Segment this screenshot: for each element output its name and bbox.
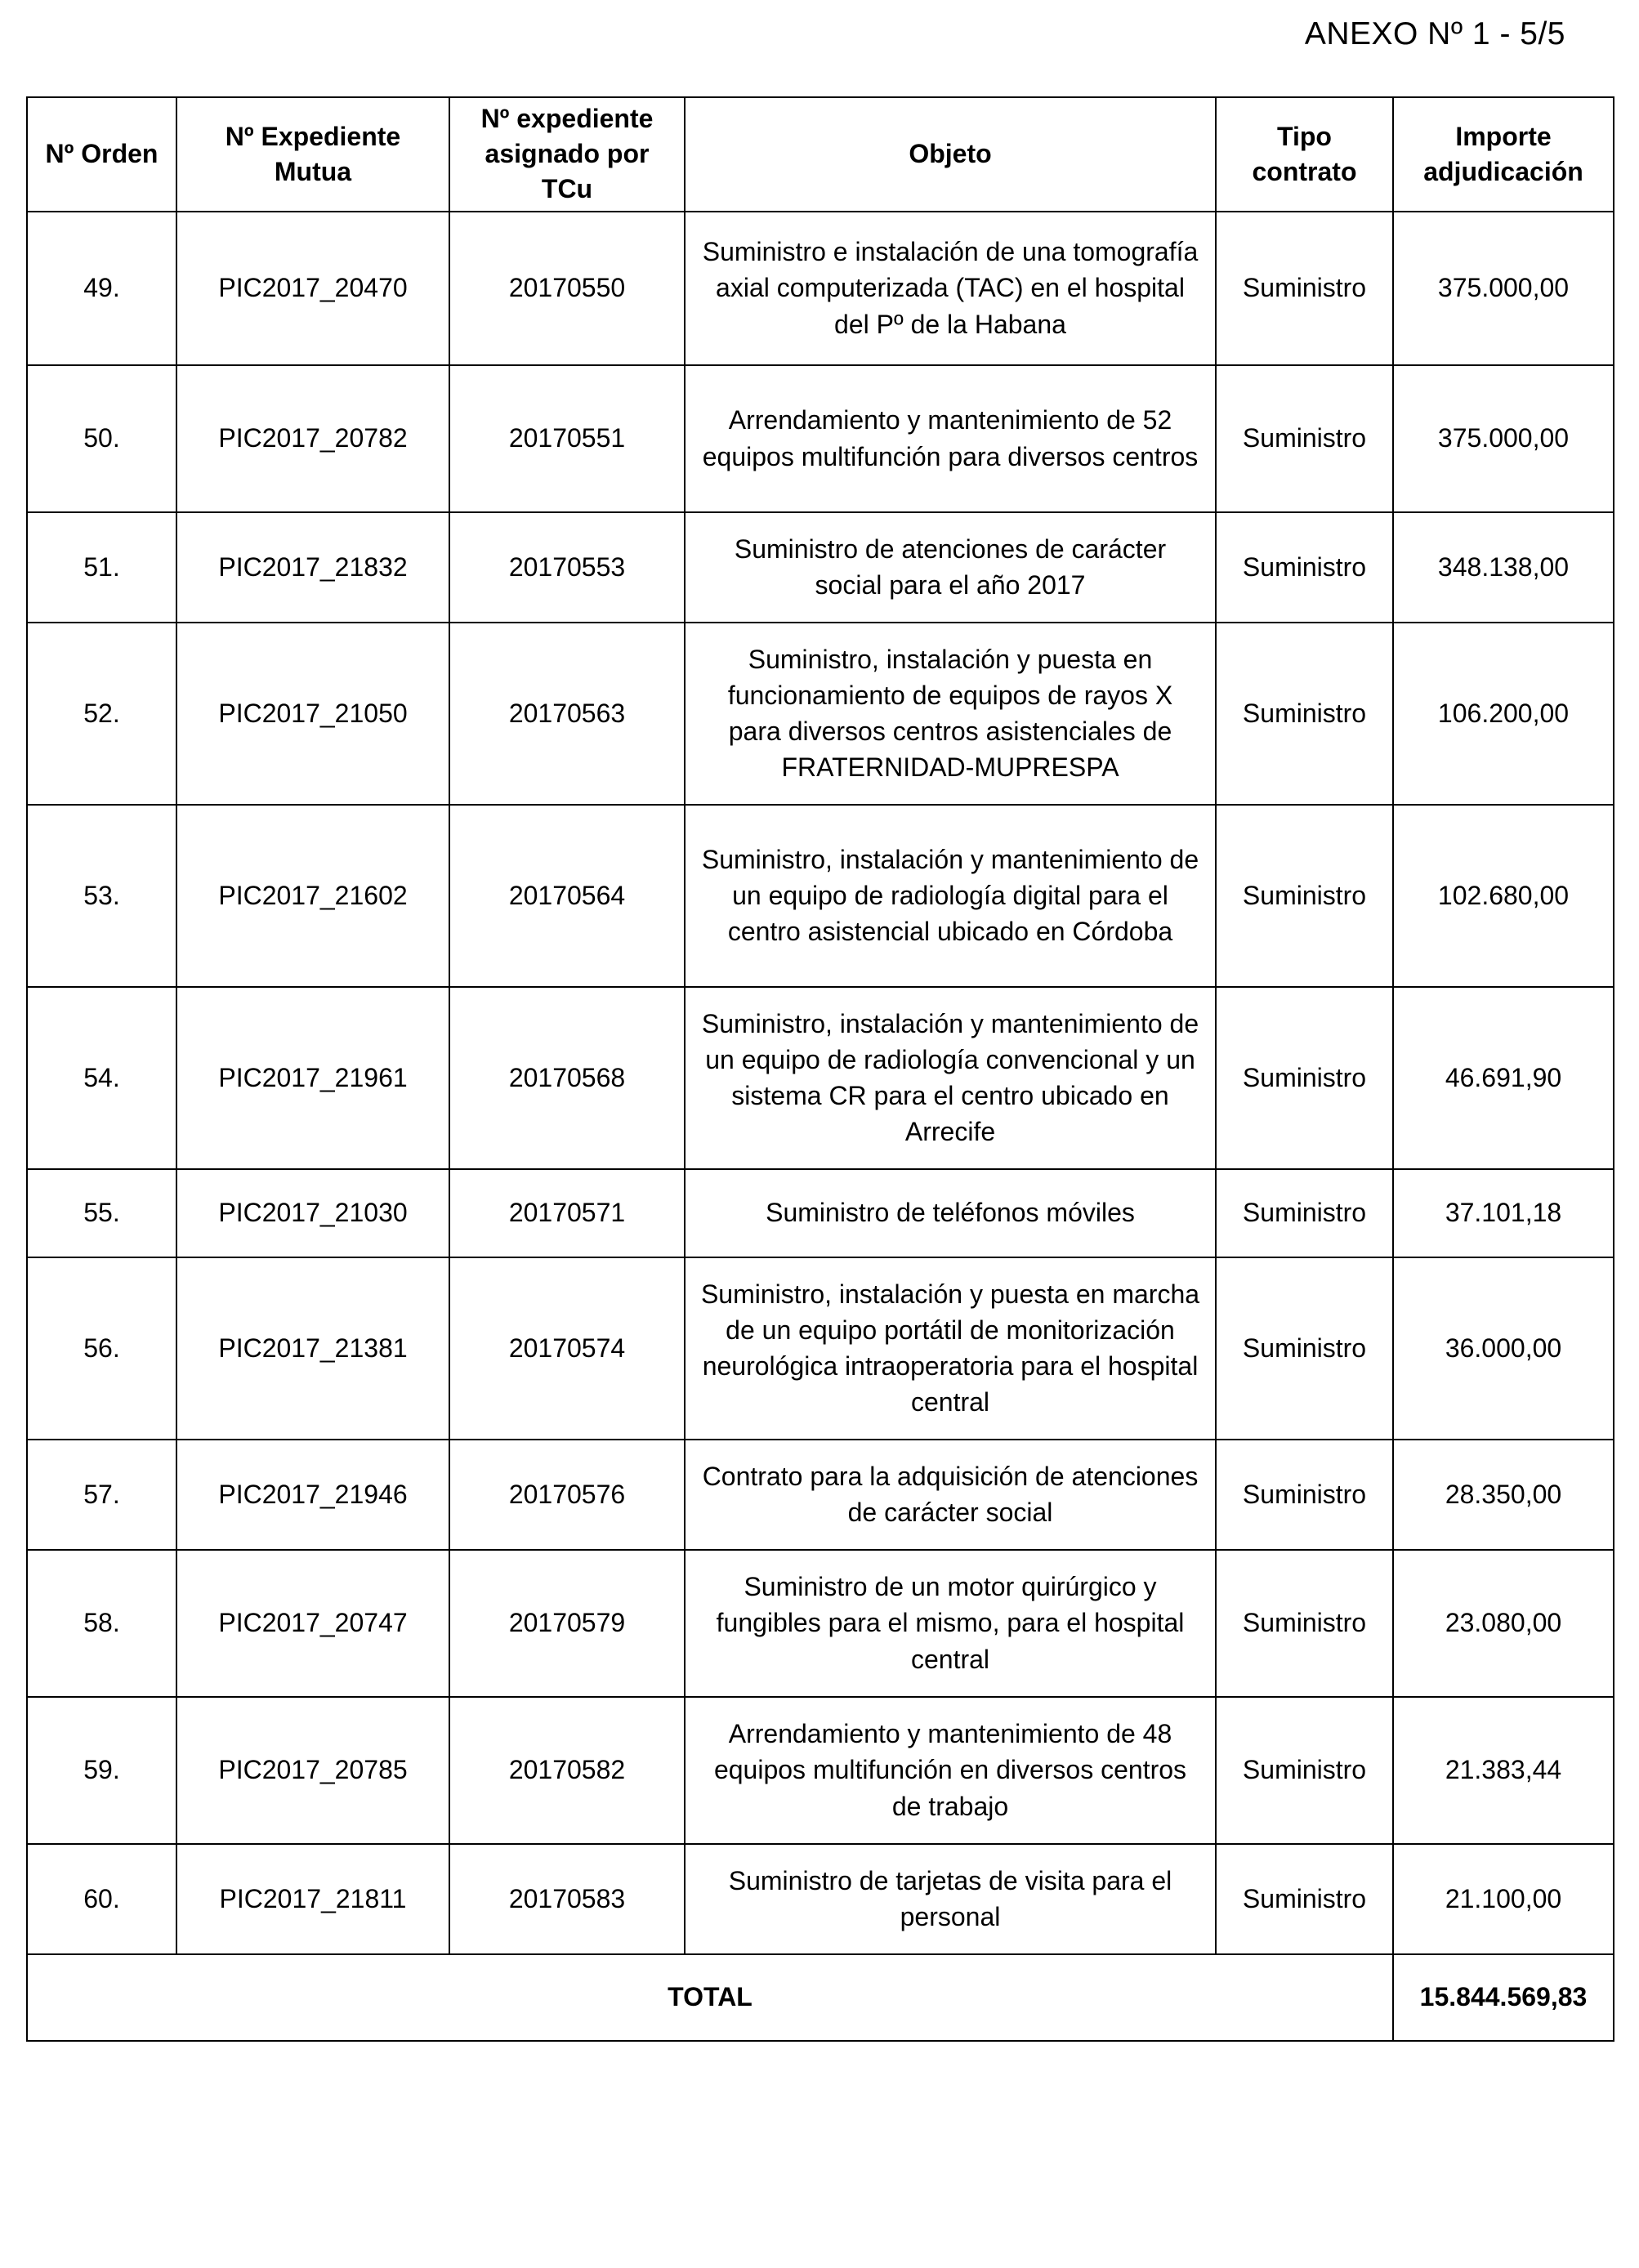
cell-objeto: Suministro, instalación y puesta en funcionamiento de equipos de rayos X para diversos centros asistenciales de FRATERNIDAD-MUPRESPA — [685, 623, 1216, 805]
cell-tcu: 20170571 — [449, 1169, 685, 1257]
cell-expediente: PIC2017_21961 — [176, 987, 449, 1169]
cell-orden: 60. — [27, 1844, 176, 1954]
cell-tipo: Suministro — [1216, 1169, 1393, 1257]
cell-expediente: PIC2017_20782 — [176, 365, 449, 512]
cell-objeto: Suministro de atenciones de carácter social para el año 2017 — [685, 512, 1216, 623]
cell-tipo: Suministro — [1216, 1550, 1393, 1697]
cell-tcu: 20170564 — [449, 805, 685, 987]
total-value: 15.844.569,83 — [1393, 1954, 1614, 2041]
cell-importe: 28.350,00 — [1393, 1440, 1614, 1550]
cell-orden: 54. — [27, 987, 176, 1169]
cell-tcu: 20170550 — [449, 212, 685, 365]
cell-objeto: Suministro, instalación y mantenimiento de un equipo de radiología convencional y un sistema CR para el centro ubicado en Arrecife — [685, 987, 1216, 1169]
cell-orden: 57. — [27, 1440, 176, 1550]
total-label: TOTAL — [27, 1954, 1393, 2041]
cell-objeto: Suministro, instalación y mantenimiento de un equipo de radiología digital para el centro asistencial ubicado en Córdoba — [685, 805, 1216, 987]
cell-orden: 55. — [27, 1169, 176, 1257]
cell-expediente: PIC2017_21832 — [176, 512, 449, 623]
cell-orden: 49. — [27, 212, 176, 365]
header-tcu: Nº expediente asignado por TCu — [449, 97, 685, 212]
cell-tipo: Suministro — [1216, 805, 1393, 987]
table-row — [27, 987, 1614, 1169]
cell-orden: 50. — [27, 365, 176, 512]
cell-tipo: Suministro — [1216, 512, 1393, 623]
contracts-table — [26, 96, 1614, 2042]
table-row — [27, 365, 1614, 512]
cell-importe: 21.383,44 — [1393, 1697, 1614, 1844]
annex-title: ANEXO Nº 1 - 5/5 — [1304, 16, 1565, 51]
cell-importe: 348.138,00 — [1393, 512, 1614, 623]
cell-importe: 23.080,00 — [1393, 1550, 1614, 1697]
cell-tcu: 20170553 — [449, 512, 685, 623]
cell-importe: 106.200,00 — [1393, 623, 1614, 805]
cell-objeto: Arrendamiento y mantenimiento de 48 equipos multifunción en diversos centros de trabajo — [685, 1697, 1216, 1844]
table-row — [27, 212, 1614, 365]
cell-tipo: Suministro — [1216, 1440, 1393, 1550]
header-expediente: Nº Expediente Mutua — [176, 97, 449, 212]
header-orden: Nº Orden — [27, 97, 176, 212]
cell-expediente: PIC2017_20785 — [176, 1697, 449, 1844]
cell-importe: 375.000,00 — [1393, 365, 1614, 512]
cell-tcu: 20170582 — [449, 1697, 685, 1844]
cell-expediente: PIC2017_21811 — [176, 1844, 449, 1954]
cell-orden: 53. — [27, 805, 176, 987]
header-tipo: Tipo contrato — [1216, 97, 1393, 212]
table-row — [27, 1440, 1614, 1550]
cell-orden: 59. — [27, 1697, 176, 1844]
table-row — [27, 623, 1614, 805]
cell-expediente: PIC2017_21050 — [176, 623, 449, 805]
cell-tcu: 20170579 — [449, 1550, 685, 1697]
cell-tipo: Suministro — [1216, 365, 1393, 512]
cell-expediente: PIC2017_21381 — [176, 1257, 449, 1440]
cell-objeto: Suministro, instalación y puesta en marcha de un equipo portátil de monitorización neurológica intraoperatoria para el hospital central — [685, 1257, 1216, 1440]
cell-orden: 56. — [27, 1257, 176, 1440]
cell-tcu: 20170576 — [449, 1440, 685, 1550]
cell-tcu: 20170568 — [449, 987, 685, 1169]
cell-tcu: 20170583 — [449, 1844, 685, 1954]
header-objeto: Objeto — [685, 97, 1216, 212]
cell-tipo: Suministro — [1216, 623, 1393, 805]
table-row — [27, 1844, 1614, 1954]
table-row — [27, 1257, 1614, 1440]
cell-expediente: PIC2017_21602 — [176, 805, 449, 987]
table-row — [27, 512, 1614, 623]
cell-tcu: 20170551 — [449, 365, 685, 512]
cell-tcu: 20170574 — [449, 1257, 685, 1440]
cell-orden: 51. — [27, 512, 176, 623]
cell-tipo: Suministro — [1216, 212, 1393, 365]
cell-expediente: PIC2017_20470 — [176, 212, 449, 365]
cell-tipo: Suministro — [1216, 1844, 1393, 1954]
table-row — [27, 1169, 1614, 1257]
table-row — [27, 1550, 1614, 1697]
cell-orden: 52. — [27, 623, 176, 805]
cell-tcu: 20170563 — [449, 623, 685, 805]
cell-tipo: Suministro — [1216, 1697, 1393, 1844]
cell-objeto: Suministro de tarjetas de visita para el personal — [685, 1844, 1216, 1954]
cell-importe: 102.680,00 — [1393, 805, 1614, 987]
cell-tipo: Suministro — [1216, 1257, 1393, 1440]
cell-objeto: Contrato para la adquisición de atenciones de carácter social — [685, 1440, 1216, 1550]
table-header-row — [27, 97, 1614, 212]
cell-importe: 46.691,90 — [1393, 987, 1614, 1169]
cell-tipo: Suministro — [1216, 987, 1393, 1169]
cell-importe: 36.000,00 — [1393, 1257, 1614, 1440]
cell-objeto: Suministro e instalación de una tomografía axial computerizada (TAC) en el hospital del Pº de la Habana — [685, 212, 1216, 365]
cell-orden: 58. — [27, 1550, 176, 1697]
header-importe: Importe adjudicación — [1393, 97, 1614, 212]
cell-objeto: Suministro de teléfonos móviles — [685, 1169, 1216, 1257]
cell-importe: 21.100,00 — [1393, 1844, 1614, 1954]
cell-importe: 37.101,18 — [1393, 1169, 1614, 1257]
cell-expediente: PIC2017_21946 — [176, 1440, 449, 1550]
total-row — [27, 1954, 1614, 2041]
cell-objeto: Arrendamiento y mantenimiento de 52 equipos multifunción para diversos centros — [685, 365, 1216, 512]
cell-expediente: PIC2017_21030 — [176, 1169, 449, 1257]
cell-expediente: PIC2017_20747 — [176, 1550, 449, 1697]
cell-importe: 375.000,00 — [1393, 212, 1614, 365]
table-row — [27, 1697, 1614, 1844]
table-row — [27, 805, 1614, 987]
cell-objeto: Suministro de un motor quirúrgico y fungibles para el mismo, para el hospital central — [685, 1550, 1216, 1697]
